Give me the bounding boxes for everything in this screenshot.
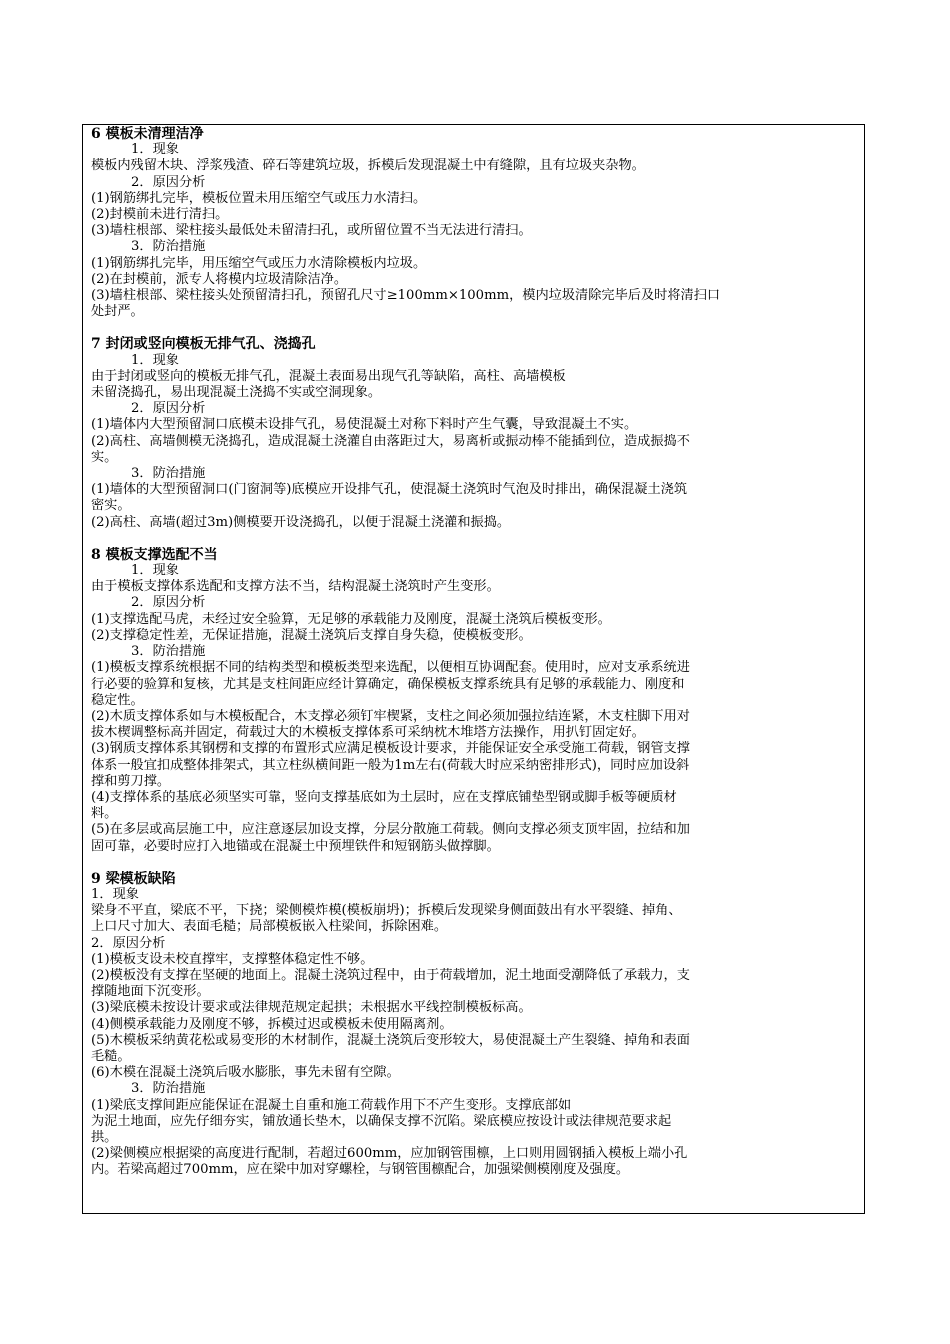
paragraph-line: 行必要的验算和复核，尤其是支柱间距应经计算确定，确保模板支撑系统具有足够的承载能力、刚度和 (91, 676, 685, 692)
paragraph-line: 密实。 (91, 498, 131, 514)
paragraph-line: 体系一般宜扣成整体排架式，其立柱纵横间距一般为1m左右(荷载大时应采纳密排形式)，同时应加设斜 (91, 757, 690, 773)
subsection-heading: 3．防治措施 (131, 1081, 206, 1097)
paragraph-line: (1)墙体的大型预留洞口(门窗洞等)底模应开设排气孔，使混凝土浇筑时气泡及时排出，确保混凝土浇筑 (91, 482, 688, 498)
paragraph-line: 梁身不平直，梁底不平，下挠；梁侧模炸模(模板崩坍)；拆模后发现梁身侧面鼓出有水平裂缝、掉角、 (91, 903, 682, 919)
subsection-heading: 3．防治措施 (131, 644, 206, 660)
paragraph-line: (2)封模前未进行清扫。 (91, 207, 229, 223)
paragraph-line: 料。 (91, 806, 118, 822)
section-gap (91, 531, 859, 547)
subsection-heading: 3．防治措施 (131, 239, 206, 255)
paragraph-line: (2)梁侧模应根据梁的高度进行配制，若超过600mm，应加钢管围檩，上口则用圆钢插入模板上端小孔 (91, 1146, 688, 1162)
paragraph-line: (1)钢筋绑扎完毕，用压缩空气或压力水清除模板内垃圾。 (91, 255, 427, 271)
paragraph-line: (3)梁底模未按设计要求或法律规范规定起拱；未根据水平线控制模板标高。 (91, 1000, 532, 1016)
paragraph-line: (2)高柱、高墙(超过3m)侧模要开设浇捣孔，以便于混凝土浇灌和振捣。 (91, 514, 511, 530)
paragraph-line: (4)侧模承载能力及刚度不够，拆模过迟或模板未使用隔离剂。 (91, 1016, 453, 1032)
paragraph-line: (2)支撑稳定性差，无保证措施，混凝土浇筑后支撑自身失稳，使模板变形。 (91, 627, 532, 643)
paragraph-line: (2)模板没有支撑在坚硬的地面上。混凝土浇筑过程中，由于荷载增加，泥土地面受潮降低了承载力，支 (91, 967, 690, 983)
paragraph-line: (2)木质支撑体系如与木模板配合，木支撑必须钉牢楔紧，支柱之间必须加强拉结连紧，木支柱脚下用对 (91, 708, 690, 724)
section-heading: 6 模板未清理洁净 (91, 126, 204, 142)
paragraph-line: (5)在多层或高层施工中，应注意逐层加设支撑，分层分散施工荷载。侧向支撑必须支顶牢固，拉结和加 (91, 822, 690, 838)
subsection-heading: 2．原因分析 (131, 401, 206, 417)
section-gap (91, 855, 859, 871)
section-heading: 9 梁模板缺陷 (91, 870, 176, 887)
paragraph-line: (1)模板支撑系统根据不同的结构类型和模板类型来选配，以便相互协调配套。使用时，应对支承系统进 (91, 660, 690, 676)
section-heading: 7 封闭或竖向模板无排气孔、浇捣孔 (91, 336, 316, 353)
subsection-heading: 2．原因分析 (131, 174, 206, 190)
paragraph-line: 由于模板支撑体系选配和支撑方法不当，结构混凝土浇筑时产生变形。 (91, 579, 500, 595)
paragraph-line: (3)墙柱根部、梁柱接头最低处未留清扫孔，或所留位置不当无法进行清扫。 (91, 223, 532, 239)
subsection-heading: 1．现象 (131, 352, 179, 368)
paragraph-line: 实。 (91, 449, 118, 465)
subsection-heading: 2．原因分析 (131, 595, 206, 611)
paragraph-line: (1)钢筋绑扎完毕，模板位置未用压缩空气或压力水清扫。 (91, 190, 427, 206)
subsection-heading: 3．防治措施 (131, 466, 206, 482)
paragraph-line: 拱。 (91, 1129, 118, 1145)
paragraph-line: 撑随地面下沉变形。 (91, 984, 210, 1000)
paragraph-line: (3)墙柱根部、梁柱接头处预留清扫孔，预留孔尺寸≥100mm×100mm，模内垃圾清除完毕后及时将清扫口 (91, 288, 721, 304)
paragraph-line: (1)墙体内大型预留洞口底模未设排气孔，易使混凝土对称下料时产生气囊，导致混凝土不实。 (91, 417, 638, 433)
paragraph-line: 撑和剪刀撑。 (91, 773, 171, 789)
paragraph-line: 内。若梁高超过700mm，应在梁中加对穿螺栓，与钢管围檩配合，加强梁侧模刚度及强度。 (91, 1162, 630, 1178)
paragraph-line: 由于封闭或竖向的模板无排气孔，混凝土表面易出现气孔等缺陷，高柱、高墙模板 (91, 368, 566, 384)
paragraph-line: (1)模板支设未校直撑牢，支撑整体稳定性不够。 (91, 951, 374, 967)
paragraph-line: 毛糙。 (91, 1048, 131, 1064)
paragraph-line: 2．原因分析 (91, 935, 166, 951)
paragraph-line: 拔木楔调整标高并固定，荷载过大的木模板支撑体系可采纳枕木堆塔方法操作，用扒钉固定好。 (91, 725, 645, 741)
paragraph-line: (5)木模板采纳黄花松或易变形的木材制作，混凝土浇筑后变形较大，易使混凝土产生裂缝、掉角和表面 (91, 1032, 690, 1048)
paragraph-line: (1)梁底支撑间距应能保证在混凝土自重和施工荷载作用下不产生变形。支撑底部如 (91, 1097, 572, 1113)
paragraph-line: 1．现象 (91, 886, 139, 902)
paragraph-line: 固可靠，必要时应打入地锚或在混凝土中预埋铁件和短钢筋头做撑脚。 (91, 838, 500, 854)
paragraph-line: 稳定性。 (91, 692, 144, 708)
section-gap (91, 320, 859, 336)
paragraph-line: (2)高柱、高墙侧模无浇捣孔，造成混凝土浇灌自由落距过大，易离析或振动棒不能插到位，造成振捣不 (91, 433, 690, 449)
paragraph-line: (3)钢质支撑体系其钢楞和支撑的布置形式应满足模板设计要求，并能保证安全承受施工荷载，钢管支撑 (91, 741, 690, 757)
paragraph-line: 处封严。 (91, 304, 144, 320)
section-heading: 8 模板支撑选配不当 (91, 546, 218, 563)
subsection-heading: 1．现象 (131, 563, 179, 579)
subsection-heading: 1．现象 (131, 142, 179, 158)
paragraph-line: 为泥土地面，应先仔细夯实，铺放通长垫木，以确保支撑不沉陷。梁底模应按设计或法律规范要求起 (91, 1113, 672, 1129)
paragraph-line: (4)支撑体系的基底必须坚实可靠，竖向支撑基底如为土层时，应在支撑底铺垫型钢或脚手板等硬质材 (91, 789, 677, 805)
document-frame (82, 124, 865, 1214)
paragraph-line: (6)木模在混凝土浇筑后吸水膨胀，事先未留有空隙。 (91, 1065, 400, 1081)
paragraph-line: 上口尺寸加大、表面毛糙；局部模板嵌入柱梁间，拆除困难。 (91, 919, 448, 935)
paragraph-line: 模板内残留木块、浮浆残渣、碎石等建筑垃圾，拆模后发现混凝土中有缝隙，且有垃圾夹杂物。 (91, 158, 645, 174)
paragraph-line: (2)在封模前，派专人将模内垃圾清除洁净。 (91, 271, 348, 287)
paragraph-line: (1)支撑选配马虎，未经过安全验算，无足够的承载能力及刚度，混凝土浇筑后模板变形。 (91, 611, 611, 627)
paragraph-line: 未留浇捣孔，易出现混凝土浇捣不实或空洞现象。 (91, 385, 382, 401)
